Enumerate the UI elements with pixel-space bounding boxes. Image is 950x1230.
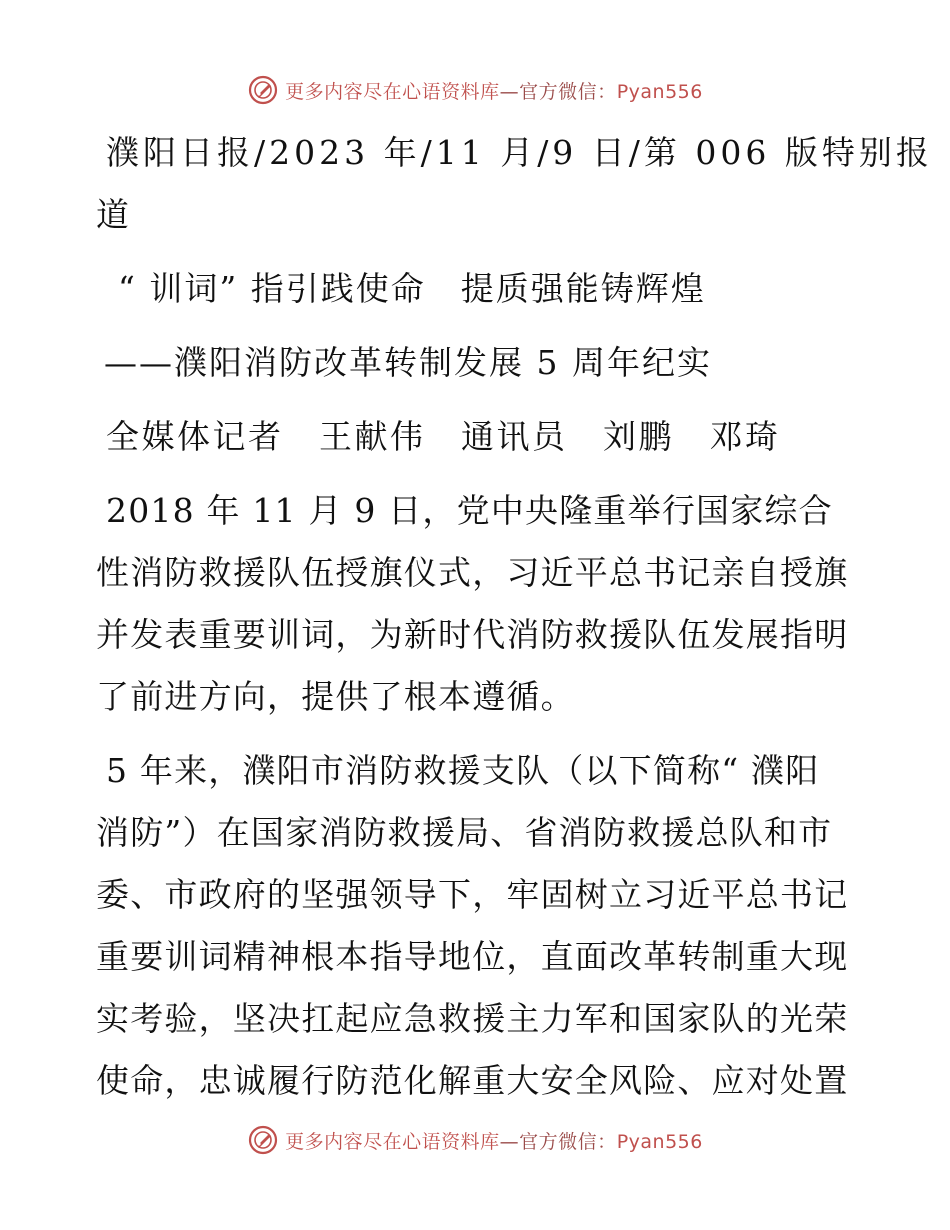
paragraph-line: 5 年来，濮阳市消防救援支队（以下简称“ 濮阳 [106,751,820,790]
footer-watermark-text [285,1127,703,1154]
paragraph-1 [96,480,852,728]
paragraph-2 [96,740,852,1112]
footer-watermark-banner [0,1122,950,1158]
article-subtitle: ——濮阳消防改革转制发展 5 周年纪实 [104,343,712,382]
dateline-line-1: 濮阳日报/2023 年/11 月/9 日/第 006 版特别报 [106,133,933,172]
watermark-wechat-label: 官方微信： [519,80,617,103]
watermark-dash: — [499,80,520,103]
watermark-dash: — [499,1130,520,1153]
pen-nib-logo-icon [247,74,279,106]
article-byline: 全媒体记者 王献伟 通讯员 刘鹏 邓琦 [106,417,781,456]
header-watermark-text [285,77,703,104]
watermark-main-text: 更多内容尽在心语资料库 [285,1130,500,1153]
pen-nib-logo-icon [247,1124,279,1156]
paragraph-line: 了前进方向，提供了根本遵循。 [96,677,575,716]
watermark-wechat-id: Pyan556 [616,80,703,103]
paragraph-line: 并发表重要训词，为新时代消防救援队伍发展指明 [96,615,849,654]
watermark-wechat-id: Pyan556 [616,1130,703,1153]
article-title: “ 训词” 指引践使命 提质强能铸辉煌 [118,269,706,308]
watermark-main-text: 更多内容尽在心语资料库 [285,80,500,103]
dateline-line-2: 道 [96,195,131,234]
watermark-wechat-label: 官方微信： [519,1130,617,1153]
paragraph-line: 使命，忠诚履行防范化解重大安全风险、应对处置 [96,1061,849,1100]
paragraph-line: 委、市政府的坚强领导下，牢固树立习近平总书记 [96,875,849,914]
article-body [96,122,933,1112]
paragraph-line: 消防”）在国家消防救援局、省消防救援总队和市 [96,813,833,852]
paragraph-line: 2018 年 11 月 9 日，党中央隆重举行国家综合 [106,491,833,530]
header-watermark-banner [0,72,950,108]
paragraph-line: 重要训词精神根本指导地位，直面改革转制重大现 [96,937,849,976]
paragraph-line: 实考验，坚决扛起应急救援主力军和国家队的光荣 [96,999,849,1038]
paragraph-line: 性消防救援队伍授旗仪式，习近平总书记亲自授旗 [96,553,849,592]
